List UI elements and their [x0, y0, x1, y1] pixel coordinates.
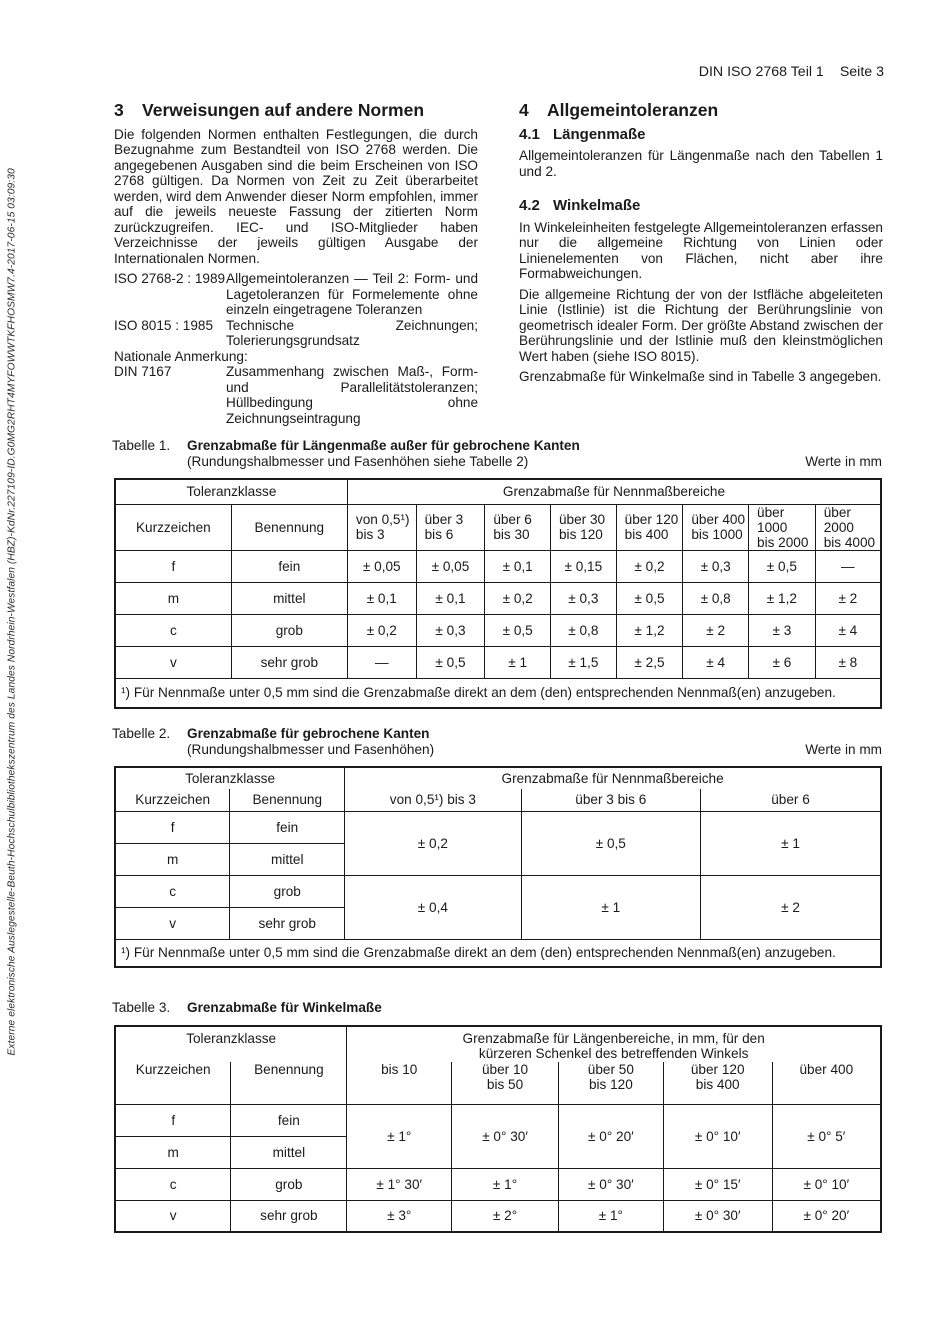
cell-value: ± 6: [749, 646, 816, 678]
side-watermark-note: Externe elektronische Auslegestelle-Beuth-Hochschulbibliothekszentrum des Landes Nordrhein-Westfalen (HBZ)-KdNr.227109-ID.G0MG2RHT4MYFOWWTKFHOSMW7.4-2017-06-15 03:09:30: [6, 168, 18, 1056]
table-1-header-name: Benennung: [231, 504, 347, 550]
table-2-caption: [112, 726, 882, 758]
cell-value: ± 0,8: [550, 614, 616, 646]
cell-value: ± 0,2: [347, 614, 416, 646]
cell-value: ± 1,2: [616, 614, 683, 646]
header-doc-number: DIN ISO 2768 Teil 1: [698, 64, 824, 80]
cell-name: sehr grob: [231, 646, 347, 678]
col-from: über 1000: [757, 504, 788, 535]
cell-value: ± 0° 30′: [558, 1168, 663, 1200]
table-3-header-range-line-2: kürzeren Schenkel des betreffenden Winkels: [478, 1046, 749, 1061]
cell-value: ± 0,5: [485, 614, 551, 646]
cell-value: ± 2,5: [616, 646, 683, 678]
header-page-number: Seite 3: [839, 64, 884, 80]
cell-value: ± 2: [815, 582, 881, 614]
table-3-col-header: [663, 1062, 772, 1104]
col-to: bis 30: [493, 527, 530, 542]
cell-value: ± 2°: [452, 1200, 559, 1232]
cell-value: ± 0,1: [485, 550, 551, 582]
cell-value: ± 0° 30′: [452, 1104, 559, 1168]
section-3: [114, 100, 478, 426]
col-to: bis 6: [424, 527, 454, 542]
cell-code: m: [115, 582, 231, 614]
cell-value: ± 1: [521, 875, 700, 939]
table-3-col-header: [347, 1062, 452, 1104]
reference-text: Allgemeintoleranzen — Teil 2: Form- und Lagetoleranzen für Formelemente ohne einzeln eingetragene Toleranzen: [226, 271, 478, 317]
section-3-intro: Die folgenden Normen enthalten Festlegungen, die durch Bezugnahme zum Bestandteil von ISO 2768 werden. Die angegebenen Ausgaben sind die beim Erscheinen von ISO 2768 gültigen. Da Normen von Zeit zu Zeit überarbeitet werden, wird dem Anwender dieser Norm empfohlen, immer auf die jeweils neueste Fassung der zitierten Norm zurückzugreifen. IEC- und ISO-Mitglieder haben Verzeichnisse der jeweils gültigen Ausgabe der Internationalen Normen.: [114, 126, 478, 266]
cell-value: ± 0,5: [521, 811, 700, 875]
cell-value: ± 0,5: [616, 582, 683, 614]
cell-value: ± 4: [683, 646, 749, 678]
cell-value: ± 0,8: [683, 582, 749, 614]
cell-value: ± 0° 20′: [772, 1200, 881, 1232]
cell-code: m: [115, 843, 230, 875]
reference-text: Zusammenhang zwischen Maß-, Form- und Parallelitätstoleranzen; Hüllbedingung ohne Zeichnungseintragung: [226, 364, 478, 426]
table-row: [115, 614, 881, 646]
table-row: [115, 811, 881, 843]
table-3-col-header: [772, 1062, 881, 1104]
cell-value: ± 0° 10′: [772, 1168, 881, 1200]
cell-code: f: [115, 1104, 231, 1136]
table-1-header-range: Grenzabmaße für Nennmaßbereiche: [347, 479, 881, 504]
table-1-col-header: [416, 504, 485, 550]
table-3-title: Grenzabmaße für Winkelmaße: [187, 1000, 382, 1015]
table-2-header-name: Benennung: [230, 789, 345, 811]
cell-value: —: [815, 550, 881, 582]
cell-code: c: [115, 614, 231, 646]
table-1-col-header: [616, 504, 683, 550]
page-header: [699, 64, 884, 80]
section-4-2-heading: [519, 198, 883, 214]
cell-value: —: [347, 646, 416, 678]
col-from: über 400: [691, 512, 746, 527]
table-row: [115, 875, 881, 907]
section-4-2-para-1: In Winkeleinheiten festgelegte Allgemeintoleranzen erfassen nur die allgemeine Richtung von Linien oder Linienelementen von Flächen, nicht aber ihre Formabweichungen.: [519, 219, 883, 281]
table-2-title: Grenzabmaße für gebrochene Kanten: [187, 726, 430, 741]
section-4-1-title: Längenmaße: [553, 125, 646, 143]
cell-value: ± 0,2: [485, 582, 551, 614]
cell-value: ± 0,15: [550, 550, 616, 582]
col-from: von 0,5¹): [355, 512, 410, 527]
cell-value: ± 0,05: [416, 550, 485, 582]
cell-value: ± 0,5: [749, 550, 816, 582]
cell-name: fein: [231, 550, 347, 582]
table-2-header-range: Grenzabmaße für Nennmaßbereiche: [345, 767, 881, 789]
table-row: [115, 550, 881, 582]
table-2-header-class: Toleranzklasse: [115, 767, 345, 789]
col-from: bis 10: [381, 1062, 418, 1077]
section-4-2-para-3: Grenzabmaße für Winkelmaße sind in Tabelle 3 angegeben.: [519, 369, 882, 384]
col-to: bis 50: [486, 1077, 524, 1092]
table-3-col-header: [558, 1062, 663, 1104]
reference-iso-8015: [114, 318, 478, 349]
cell-value: ± 3: [749, 614, 816, 646]
cell-value: ± 1,5: [550, 646, 616, 678]
section-4-2-title: Winkelmaße: [553, 197, 641, 214]
table-1-caption: [112, 438, 882, 470]
col-to: bis 1000: [691, 527, 743, 542]
table-2-subtitle: (Rundungshalbmesser und Fasenhöhen): [187, 742, 435, 757]
section-4-1-text: Allgemeintoleranzen für Längenmaße nach den Tabellen 1 und 2.: [519, 148, 883, 179]
cell-value: ± 8: [815, 646, 881, 678]
cell-name: mittel: [230, 843, 345, 875]
reference-din-7167: [114, 364, 478, 426]
cell-name: sehr grob: [231, 1200, 347, 1232]
cell-value: ± 0° 15′: [663, 1168, 772, 1200]
table-2-col-header: über 6: [701, 789, 881, 811]
section-3-number: 3: [114, 100, 124, 120]
cell-value: ± 1: [701, 811, 881, 875]
cell-code: v: [115, 646, 231, 678]
cell-value: ± 1° 30′: [347, 1168, 452, 1200]
cell-value: ± 1: [485, 646, 551, 678]
section-4-heading: [519, 100, 883, 120]
reference-key: DIN 7167: [114, 364, 172, 379]
cell-value: ± 0° 5′: [772, 1104, 881, 1168]
col-to: bis 400: [624, 527, 669, 542]
cell-code: v: [115, 907, 230, 939]
table-1-col-header: [550, 504, 616, 550]
cell-name: mittel: [231, 1136, 347, 1168]
table-1-col-header: [683, 504, 749, 550]
table-1-header-code: Kurzzeichen: [115, 504, 231, 550]
col-from: über 2000: [823, 504, 854, 535]
cell-value: ± 0,4: [345, 875, 521, 939]
col-to: bis 2000: [757, 534, 809, 550]
cell-value: ± 0,3: [416, 614, 485, 646]
col-to: bis 3: [355, 527, 385, 542]
table-2: [114, 766, 882, 968]
table-1-label: Tabelle 1.: [112, 438, 171, 453]
section-4-title: Allgemeintoleranzen: [547, 100, 719, 120]
cell-name: grob: [231, 614, 347, 646]
section-4-1-heading: [519, 127, 883, 143]
table-2-unit: Werte in mm: [805, 742, 882, 757]
cell-value: ± 0,2: [345, 811, 521, 875]
table-2-col-header: von 0,5¹) bis 3: [345, 789, 521, 811]
table-1-unit: Werte in mm: [805, 454, 882, 469]
col-from: über 50: [587, 1062, 634, 1077]
cell-name: fein: [231, 1104, 347, 1136]
cell-value: ± 1°: [452, 1168, 559, 1200]
national-note-label: Nationale Anmerkung:: [114, 348, 248, 364]
table-2-col-header: über 3 bis 6: [521, 789, 700, 811]
cell-value: ± 1°: [558, 1200, 663, 1232]
cell-code: c: [115, 1168, 231, 1200]
col-from: über 120: [624, 512, 679, 527]
cell-value: ± 0,3: [550, 582, 616, 614]
table-3-col-header: [452, 1062, 559, 1104]
table-3-header-code: Kurzzeichen: [115, 1062, 231, 1104]
col-from: über 400: [799, 1062, 854, 1077]
table-row: [115, 582, 881, 614]
col-from: über 10: [481, 1062, 529, 1077]
cell-value: ± 2: [701, 875, 881, 939]
col-to: bis 400: [695, 1077, 740, 1092]
cell-code: f: [115, 550, 231, 582]
cell-value: ± 0,2: [616, 550, 683, 582]
reference-key: ISO 8015 : 1985: [114, 317, 214, 333]
cell-value: ± 0° 30′: [663, 1200, 772, 1232]
cell-name: sehr grob: [230, 907, 345, 939]
table-1-header-class: Toleranzklasse: [115, 479, 347, 504]
col-from: über 6: [493, 512, 532, 527]
table-1-col-header: [485, 504, 551, 550]
col-to: bis 4000: [823, 534, 876, 550]
cell-name: grob: [231, 1168, 347, 1200]
section-3-heading: [114, 100, 478, 120]
col-to: bis 120: [558, 527, 603, 542]
section-4-2-number: 4.2: [519, 197, 540, 214]
cell-code: f: [115, 811, 230, 843]
table-2-label: Tabelle 2.: [112, 726, 171, 741]
table-1: [114, 478, 882, 709]
cell-value: ± 4: [815, 614, 881, 646]
col-from: über 30: [558, 512, 606, 527]
cell-code: c: [115, 875, 230, 907]
cell-value: ± 0,1: [347, 582, 416, 614]
section-3-title: Verweisungen auf andere Normen: [142, 100, 425, 120]
cell-value: ± 0,3: [683, 550, 749, 582]
table-3-caption: [112, 1000, 882, 1016]
cell-value: ± 1,2: [749, 582, 816, 614]
table-1-title: Grenzabmaße für Längenmaße außer für gebrochene Kanten: [187, 438, 580, 453]
table-1-col-header: [347, 504, 416, 550]
cell-value: ± 0,05: [347, 550, 416, 582]
cell-name: grob: [230, 875, 345, 907]
section-4-number: 4: [519, 100, 529, 120]
cell-value: ± 0,5: [416, 646, 485, 678]
table-1-subtitle: (Rundungshalbmesser und Fasenhöhen siehe Tabelle 2): [187, 454, 529, 469]
cell-code: m: [115, 1136, 231, 1168]
col-to: bis 120: [588, 1077, 633, 1092]
table-2-footnote: ¹) Für Nennmaße unter 0,5 mm sind die Grenzabmaße direkt an dem (den) entsprechenden Nennmaß(en) anzugeben.: [115, 939, 881, 967]
table-row: [115, 1168, 881, 1200]
cell-value: ± 2: [683, 614, 749, 646]
cell-name: mittel: [231, 582, 347, 614]
cell-code: v: [115, 1200, 231, 1232]
table-1-col-header: [749, 504, 816, 550]
table-2-header-code: Kurzzeichen: [115, 789, 230, 811]
table-3-header-range: [347, 1026, 881, 1062]
table-row: [115, 1200, 881, 1232]
cell-value: ± 0,1: [416, 582, 485, 614]
reference-iso-2768-2: [114, 271, 478, 318]
table-1-col-header: [815, 504, 881, 550]
table-row: [115, 646, 881, 678]
section-4: [519, 100, 883, 390]
table-3-label: Tabelle 3.: [112, 1000, 171, 1015]
section-4-2-para-2: Die allgemeine Richtung der von der Istfläche abgeleiteten Linie (Istlinie) ist die Richtung der Berührungslinie von geometrisch idealer Form. Der größte Abstand zwischen der Berührungslinie und der Istlinie muß den kleinstmöglichen Wert haben (siehe ISO 8015).: [519, 286, 883, 364]
table-3-header-range-line-1: Grenzabmaße für Längenbereiche, in mm, für den: [462, 1031, 765, 1046]
cell-value: ± 0° 10′: [663, 1104, 772, 1168]
col-from: über 120: [690, 1062, 745, 1077]
cell-value: ± 0° 20′: [558, 1104, 663, 1168]
table-1-footnote: ¹) Für Nennmaße unter 0,5 mm sind die Grenzabmaße direkt an dem (den) entsprechenden Nennmaß(en) anzugeben.: [115, 678, 881, 708]
table-3: [114, 1025, 882, 1233]
cell-value: ± 1°: [347, 1104, 452, 1168]
cell-value: ± 3°: [347, 1200, 452, 1232]
table-3-header-class: Toleranzklasse: [115, 1026, 347, 1062]
col-from: über 3: [424, 512, 464, 527]
reference-text: Technische Zeichnungen; Tolerierungsgrundsatz: [226, 317, 478, 348]
cell-name: fein: [230, 811, 345, 843]
table-3-header-name: Benennung: [231, 1062, 347, 1104]
section-4-1-number: 4.1: [519, 125, 540, 143]
table-row: [115, 1104, 881, 1136]
reference-key: ISO 2768-2 : 1989: [114, 271, 226, 286]
